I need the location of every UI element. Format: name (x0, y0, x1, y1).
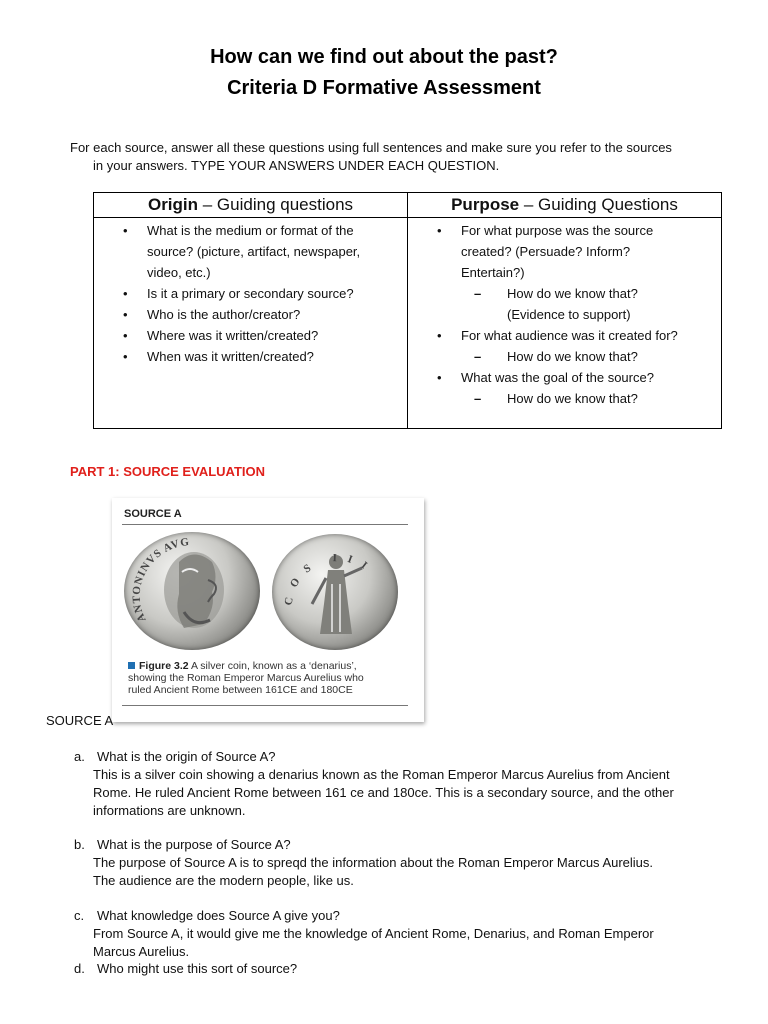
coin-legend-right (272, 534, 398, 650)
svg-text:COS III (282, 552, 377, 606)
purpose-heading (408, 193, 722, 218)
instructions (70, 139, 730, 175)
purpose-question-list (408, 220, 721, 409)
figure-header: SOURCE A (124, 508, 182, 520)
list-item: video, etc.) (147, 265, 211, 280)
instructions-line-2: in your answers. TYPE YOUR ANSWERS UNDER EACH QUESTION. (93, 158, 500, 173)
question-letter: d. (74, 961, 85, 976)
question-letter: c. (74, 908, 85, 923)
question-text: Who might use this sort of source? (97, 961, 298, 976)
list-item: • When was it written/created? (94, 346, 407, 367)
guiding-questions-table (93, 192, 722, 429)
answer-c-line-1: From Source A, it would give me the knowledge of Ancient Rome, Denarius, and Roman Emperor (93, 926, 654, 941)
list-item: • For what purpose was the source (408, 220, 721, 241)
list-item: – How do we know that? (408, 346, 721, 367)
list-item: – How do we know that? (408, 388, 721, 409)
purpose-questions-cell (408, 218, 722, 429)
answer-a-line-3: informations are unknown. (93, 803, 246, 818)
question-text: What is the origin of Source A? (97, 749, 276, 764)
figure-divider (122, 524, 408, 525)
coin-reverse-image (272, 534, 398, 650)
figure-caption (128, 660, 398, 696)
question-c-block (74, 907, 734, 961)
caption-marker-icon (128, 662, 135, 669)
answer-c-line-2: Marcus Aurelius. (93, 944, 190, 959)
coin-left-legend: ANTONINVS AVG (130, 535, 191, 624)
part-1-heading: PART 1: SOURCE EVALUATION (70, 464, 266, 479)
page-subtitle: Criteria D Formative Assessment (227, 77, 541, 99)
caption-line-3: ruled Ancient Rome between 161CE and 180CE (128, 684, 353, 696)
list-item: • For what audience was it created for? (408, 325, 721, 346)
origin-questions-cell (94, 218, 408, 429)
list-item: • Is it a primary or secondary source? (94, 283, 407, 304)
origin-question-list (94, 220, 407, 367)
list-item: (Evidence to support) (507, 307, 631, 322)
list-item: • Where was it written/created? (94, 325, 407, 346)
answer-a-line-1: This is a silver coin showing a denarius known as the Roman Emperor Marcus Aurelius from Ancient (93, 767, 670, 782)
question-c (74, 907, 734, 925)
question-letter: a. (74, 749, 85, 764)
list-item: Entertain?) (461, 265, 525, 280)
origin-heading-rest: – Guiding questions (198, 195, 354, 214)
question-a-block (74, 748, 734, 820)
purpose-heading-rest: – Guiding Questions (519, 195, 678, 214)
page-title: How can we find out about the past? (210, 46, 558, 68)
question-d-block (74, 960, 734, 978)
caption-line-2: showing the Roman Emperor Marcus Aurelius who (128, 672, 364, 684)
caption-bold: Figure 3.2 (139, 660, 189, 672)
coin-obverse-image (124, 532, 260, 650)
question-letter: b. (74, 837, 85, 852)
list-item: • Who is the author/creator? (94, 304, 407, 325)
list-item: created? (Persuade? Inform? (461, 244, 631, 259)
svg-text:ANTONINVS AVG (131, 536, 191, 624)
question-d (74, 960, 734, 978)
purpose-heading-bold: Purpose (451, 195, 520, 214)
instructions-line-1: For each source, answer all these questions using full sentences and make sure you refer to the sources (70, 140, 672, 155)
coin-right-legend: COS III (282, 552, 378, 607)
list-item: source? (picture, artifact, newspaper, (147, 244, 361, 259)
list-item: • What was the goal of the source? (408, 367, 721, 388)
answer-b-line-2: The audience are the modern people, like us. (93, 873, 354, 888)
origin-heading-bold: Origin (147, 195, 199, 214)
question-text: What knowledge does Source A give you? (97, 908, 340, 923)
question-text: What is the purpose of Source A? (97, 837, 291, 852)
figure-divider-bottom (122, 705, 408, 706)
answer-a-line-2: Rome. He ruled Ancient Rome between 161 ce and 180ce. This is a secondary source, and the other (93, 785, 674, 800)
origin-heading (94, 193, 408, 218)
answer-b-line-1: The purpose of Source A is to spreqd the information about the Roman Emperor Marcus Aurelius. (93, 855, 654, 870)
coin-legend-left (124, 532, 260, 650)
list-item: – How do we know that? (408, 283, 721, 304)
source-a-figure (112, 498, 424, 722)
question-a (74, 748, 734, 766)
list-item: • What is the medium or format of the (94, 220, 407, 241)
caption-line-1: A silver coin, known as a ‘denarius’, (188, 660, 357, 672)
question-b-block (74, 836, 734, 890)
question-b (74, 836, 734, 854)
source-a-label: SOURCE A (46, 713, 114, 728)
